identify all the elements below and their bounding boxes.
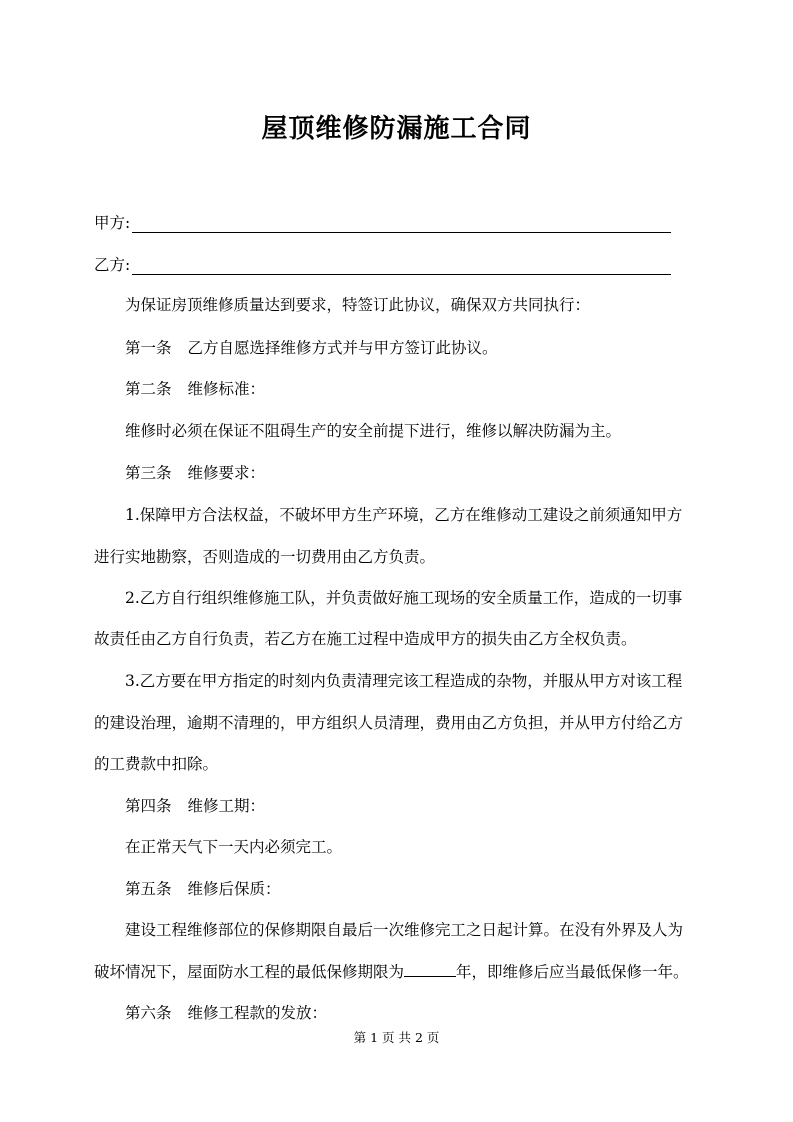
article-1: [125, 336, 498, 358]
party-a-line: [94, 211, 671, 233]
party-b-blank: [132, 258, 671, 275]
warranty-years-blank: [404, 962, 456, 977]
article-6-text: 维修工程款的发放：: [187, 1004, 328, 1022]
article-5: [125, 877, 281, 899]
article-5-heading: 第五条: [125, 880, 172, 898]
article-3-item-2-line-2: 故责任由乙方自行负责，若乙方在施工过程中造成甲方的损失由乙方全权负责。: [94, 630, 637, 648]
article-6-heading: 第六条: [125, 1004, 172, 1022]
article-5-body-line-2: [94, 960, 689, 982]
article-3-item-3-line-3: 的工费款中扣除。: [94, 755, 219, 773]
intro-paragraph: 为保证房顶维修质量达到要求，特签订此协议，确保双方共同执行：: [125, 296, 591, 314]
article-5-body-line-1: 建设工程维修部位的保修期限自最后一次维修完工之日起计算。在没有外界及人为: [125, 921, 684, 939]
article-3-heading: 第三条: [125, 464, 172, 482]
article-3: [125, 461, 265, 483]
party-b-line: [94, 253, 671, 275]
article-3-text: 维修要求：: [187, 464, 266, 482]
article-2-body: 维修时必须在保证不阻碍生产的安全前提下进行，维修以解决防漏为主。: [125, 422, 622, 440]
article-3-item-3-line-1: 3.乙方要在甲方指定的时刻内负责清理完该工程造成的杂物，并服从甲方对该工程: [125, 672, 683, 690]
article-5-text: 维修后保质：: [187, 880, 281, 898]
article-3-item-3-line-2: 的建设治理，逾期不清理的，甲方组织人员清理，费用由乙方负担，并从甲方付给乙方: [94, 714, 684, 732]
article-2-text: 维修标准：: [187, 380, 266, 398]
article-1-text: 乙方自愿选择维修方式并与甲方签订此协议。: [187, 339, 498, 357]
article-3-item-2-line-1: 2.乙方自行组织维修施工队，并负责做好施工现场的安全质量工作，造成的一切事: [125, 589, 683, 607]
article-6: [125, 1001, 327, 1023]
article-3-item-1-line-1: 1.保障甲方合法权益，不破坏甲方生产环境，乙方在维修动工建设之前须通知甲方: [125, 506, 683, 524]
party-b-label: 乙方:: [94, 256, 131, 274]
article-5-body-line-2-post: 年，即维修后应当最低保修一年。: [456, 963, 689, 981]
article-4: [125, 794, 265, 816]
document-title: 屋顶维修防漏施工合同: [261, 114, 532, 144]
article-4-body: 在正常天气下一天内必须完工。: [125, 838, 343, 856]
article-2: [125, 377, 265, 399]
party-a-blank: [132, 216, 671, 233]
page-footer: 第 1 页 共 2 页: [353, 1030, 440, 1045]
party-a-label: 甲方:: [94, 214, 131, 232]
article-4-text: 维修工期：: [187, 797, 266, 815]
article-2-heading: 第二条: [125, 380, 172, 398]
article-1-heading: 第一条: [125, 339, 172, 357]
article-3-item-1-line-2: 进行实地勘察，否则造成的一切费用由乙方负责。: [94, 548, 436, 566]
article-4-heading: 第四条: [125, 797, 172, 815]
article-5-body-line-2-pre: 破坏情况下，屋面防水工程的最低保修期限为: [94, 963, 405, 981]
